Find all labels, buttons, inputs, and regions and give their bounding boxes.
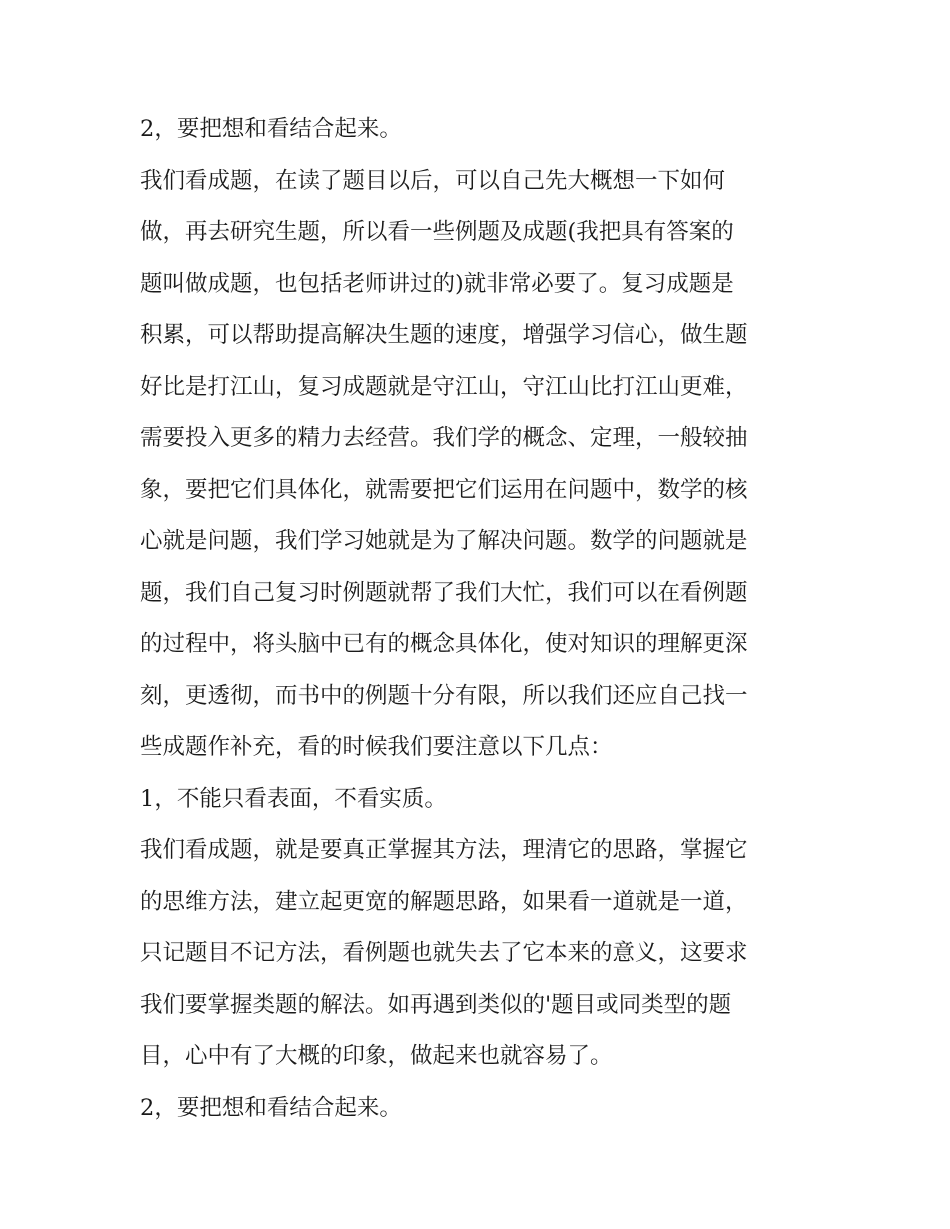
- paragraph-line: 好比是打江山，复习成题就是守江山，守江山比打江山更难，: [140, 373, 748, 400]
- heading-line: 2，要把想和看结合起来。: [140, 116, 402, 142]
- paragraph-line: 的思维方法，建立起更宽的解题思路，如果看一道就是一道，: [140, 888, 748, 915]
- paragraph-line: 我们看成题，在读了题目以后，可以自己先大概想一下如何: [140, 167, 726, 194]
- paragraph-line: 做，再去研究生题，所以看一些例题及成题(我把具有答案的: [140, 219, 734, 245]
- document-body: [140, 104, 820, 1134]
- heading-line: 2，要把想和看结合起来。: [140, 1094, 402, 1121]
- paragraph-line: 题，我们自己复习时例题就帮了我们大忙，我们可以在看例题: [140, 579, 748, 606]
- paragraph-line: 象，要把它们具体化，就需要把它们运用在问题中，数学的核: [140, 476, 748, 503]
- paragraph-line: 题叫做成题，也包括老师讲过的)就非常必要了。复习成题是: [140, 270, 734, 297]
- paragraph-line: 心就是问题，我们学习她就是为了解决问题。数学的问题就是: [140, 528, 748, 554]
- paragraph-line: 积累，可以帮助提高解决生题的速度，增强学习信心，做生题: [140, 322, 748, 348]
- paragraph-line: 刻，更透彻，而书中的例题十分有限，所以我们还应自己找一: [140, 682, 748, 709]
- paragraph-line: 需要投入更多的精力去经营。我们学的概念、定理，一般较抽: [140, 425, 748, 451]
- paragraph-line: 的过程中，将头脑中已有的概念具体化，使对知识的理解更深: [140, 631, 748, 657]
- paragraph-line: 我们要掌握类题的解法。如再遇到类似的'题目或同类型的题: [140, 991, 732, 1018]
- paragraph-line: 目，心中有了大概的印象，做起来也就容易了。: [140, 1043, 613, 1069]
- paragraph-line: 只记题目不记方法，看例题也就失去了它本来的意义，这要求: [140, 940, 748, 966]
- paragraph-line: 些成题作补充，看的时候我们要注意以下几点：: [140, 734, 613, 760]
- heading-line: 1，不能只看表面，不看实质。: [140, 785, 447, 812]
- paragraph-line: 我们看成题，就是要真正掌握其方法，理清它的思路，掌握它: [140, 837, 748, 863]
